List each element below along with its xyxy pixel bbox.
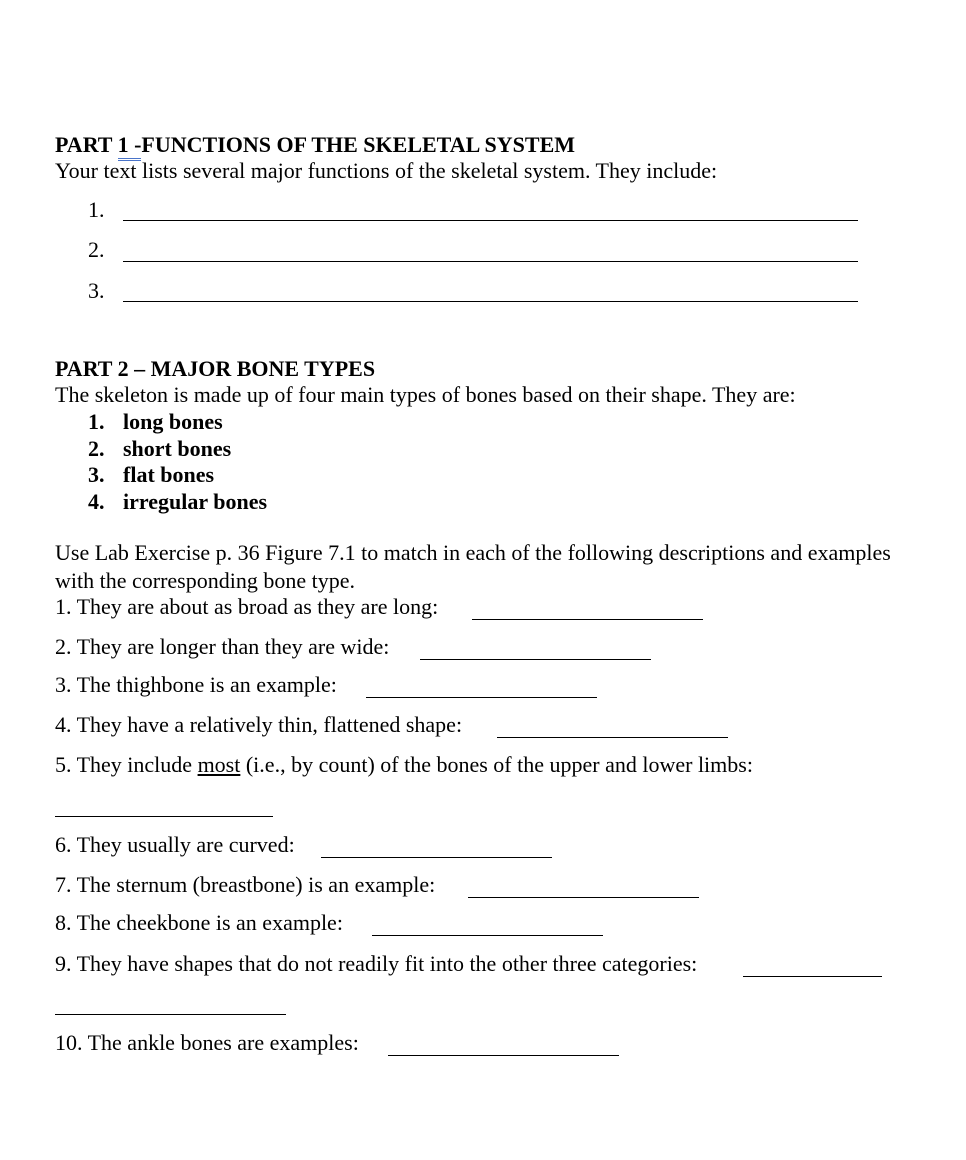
- question-4: 4. They have a relatively thin, flattened shape:: [55, 712, 463, 737]
- part1-intro: Your text lists several major functions of the skeletal system. They include:: [55, 158, 718, 183]
- question-7-blank[interactable]: [468, 896, 699, 898]
- question-8: 8. The cheekbone is an example:: [55, 910, 343, 935]
- question-4-blank[interactable]: [497, 736, 728, 738]
- question-3-blank[interactable]: [366, 696, 597, 698]
- bone-type-1-number: 1.: [88, 409, 105, 434]
- question-5: 5. They include most (i.e., by count) of the bones of the upper and lower limbs:: [55, 752, 753, 777]
- part1-item-1-blank[interactable]: [123, 219, 858, 221]
- question-10-blank[interactable]: [388, 1054, 619, 1056]
- part1-title-number: 1 -: [117, 132, 142, 157]
- question-6: 6. They usually are curved:: [55, 832, 295, 857]
- question-9: 9. They have shapes that do not readily fit into the other three categories:: [55, 951, 698, 976]
- part1-title: [55, 132, 575, 158]
- bone-type-3-label: flat bones: [123, 462, 215, 487]
- bone-type-3-number: 3.: [88, 462, 105, 487]
- bone-type-4-number: 4.: [88, 489, 105, 514]
- bone-type-2-number: 2.: [88, 436, 105, 461]
- question-10: 10. The ankle bones are examples:: [55, 1030, 359, 1055]
- question-1: 1. They are about as broad as they are long:: [55, 594, 439, 619]
- bone-type-1-label: long bones: [123, 409, 223, 434]
- cut-off-text-row: [120, 86, 800, 100]
- question-1-blank[interactable]: [472, 618, 703, 620]
- part1-item-3-number: 3.: [88, 278, 105, 303]
- part2-title: PART 2 – MAJOR BONE TYPES: [55, 356, 376, 381]
- question-2: 2. They are longer than they are wide:: [55, 634, 390, 659]
- question-9-blank-a[interactable]: [743, 975, 882, 977]
- part1-item-2-number: 2.: [88, 237, 105, 262]
- bone-type-2-label: short bones: [123, 436, 232, 461]
- part1-item-1-number: 1.: [88, 197, 105, 222]
- part1-title-rest: FUNCTIONS OF THE SKELETAL SYSTEM: [141, 132, 576, 157]
- question-5-blank[interactable]: [55, 815, 273, 817]
- question-3: 3. The thighbone is an example:: [55, 672, 337, 697]
- part1-item-3-blank[interactable]: [123, 300, 858, 302]
- question-5-emphasis: most: [197, 752, 241, 777]
- part1-title-prefix: PART: [55, 132, 118, 157]
- part2-intro: The skeleton is made up of four main types of bones based on their shape. They are:: [55, 382, 796, 407]
- part1-item-2-blank[interactable]: [123, 260, 858, 262]
- question-7: 7. The sternum (breastbone) is an example:: [55, 872, 436, 897]
- question-9-blank-b[interactable]: [55, 1013, 286, 1015]
- question-6-blank[interactable]: [321, 856, 552, 858]
- instruction-line-2: with the corresponding bone type.: [55, 568, 355, 593]
- question-2-blank[interactable]: [420, 658, 651, 660]
- bone-type-4-label: irregular bones: [123, 489, 268, 514]
- instruction-line-1: Use Lab Exercise p. 36 Figure 7.1 to match in each of the following descriptions and examples: [55, 540, 891, 565]
- question-8-blank[interactable]: [372, 934, 603, 936]
